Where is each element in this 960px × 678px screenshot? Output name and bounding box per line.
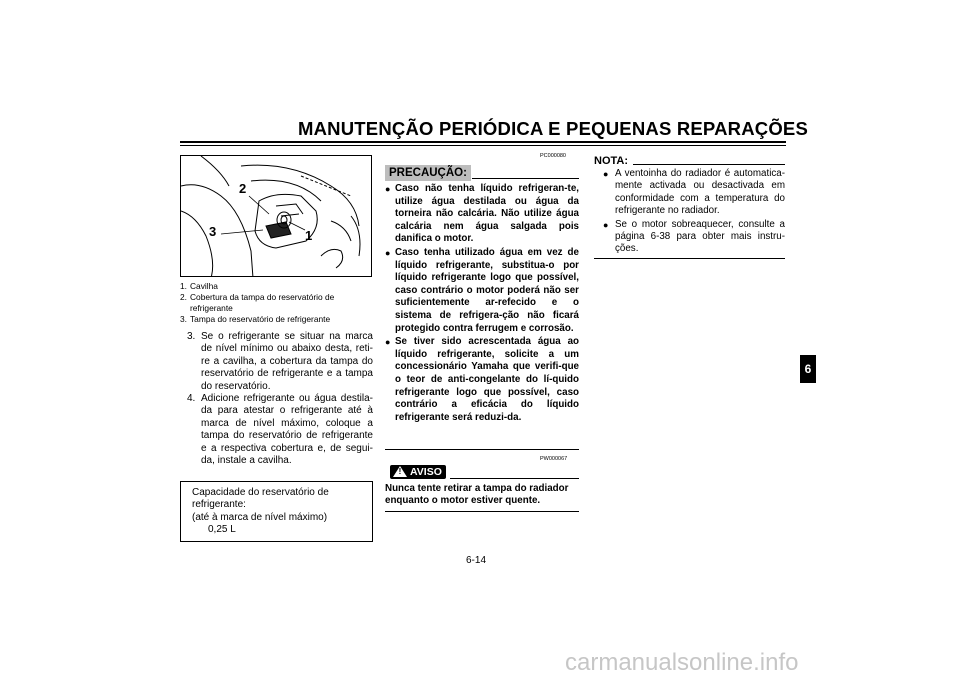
title-rule xyxy=(180,141,786,143)
caption-number: 3. xyxy=(180,314,187,324)
precaution-text: Caso tenha utilizado água em vez de líquido refrigerante, substitua-o por líquido refrigerante logo que possível, caso contrário o motor poderá não ser suficientemente ar-refecido e o sistema de refrigera-ção não ficará protegido contra ferrugem e corrosão. xyxy=(395,246,579,334)
chapter-tab: 6 xyxy=(800,355,816,383)
bullet-icon: ● xyxy=(603,169,609,179)
watermark: carmanualsonline.info xyxy=(565,649,799,676)
page-number: 6-14 xyxy=(466,555,487,566)
warning-text: Nunca tente retirar a tampa do radiador enquanto o motor estiver quente. xyxy=(385,483,569,507)
caption-number: 1. xyxy=(180,281,187,291)
callout-1: 1 xyxy=(305,228,313,243)
note-item xyxy=(603,219,785,256)
figure-captions xyxy=(180,281,372,325)
precaution-text: Caso não tenha líquido refrigeran-te, utilize água destilada ou água da torneira não calcária. Não utilize água calcária nem água salgada pois danifica o motor. xyxy=(395,183,579,245)
capacity-line: (até à marca de nível máximo) xyxy=(192,511,328,523)
caption-text: Tampa do reservatório de refrigerante xyxy=(190,314,331,324)
precaution-item xyxy=(385,247,579,335)
reservoir-drawing xyxy=(181,156,372,277)
warning-label: AVISO xyxy=(390,465,446,479)
title-rule-thin xyxy=(180,145,786,146)
note-item xyxy=(603,168,785,218)
step-text: Se o refrigerante se situar na marca de nível mínimo ou abaixo desta, reti-re a cavilha, a cobertura da tampa do reservatório de refrigerante e a tampa do reservatório. xyxy=(201,331,373,392)
step-number: 3. xyxy=(187,331,196,342)
capacity-value: 0,25 L xyxy=(208,524,236,536)
note-text: Se o motor sobreaquecer, consulte a página 6-38 para obter mais instru-ções. xyxy=(615,218,785,255)
capacity-box xyxy=(180,481,373,542)
coolant-reservoir-illustration xyxy=(180,155,372,277)
capacity-line: Capacidade do reservatório de xyxy=(192,487,329,498)
note-rule xyxy=(633,164,785,165)
note-text: A ventoinha do radiador é automatica-mente activada ou desactivada em conformidade com a temperatura do refrigerante no radiador. xyxy=(615,168,785,217)
precaution-item xyxy=(385,336,579,424)
note-label: NOTA: xyxy=(594,155,629,167)
step-number: 4. xyxy=(187,393,196,405)
exclamation-icon: ! xyxy=(398,467,402,476)
note-list xyxy=(603,168,785,257)
bullet-icon: ● xyxy=(385,247,391,258)
note-bottom-rule xyxy=(594,258,785,259)
capacity-line: refrigerante: xyxy=(192,499,246,511)
warning-code: PW000067 xyxy=(540,456,568,462)
callout-3: 3 xyxy=(209,224,217,239)
caption-item xyxy=(180,281,372,292)
caption-text: Cavilha xyxy=(190,281,218,291)
precaution-item xyxy=(385,183,579,246)
callout-2: 2 xyxy=(239,181,247,196)
precaution-bottom-rule xyxy=(385,449,579,450)
bullet-icon: ● xyxy=(603,219,609,230)
page-title: MANUTENÇÃO PERIÓDICA E PEQUENAS REPARAÇÕES xyxy=(298,118,809,139)
caption-item xyxy=(180,314,372,325)
precaution-rule xyxy=(472,178,579,179)
caption-item xyxy=(180,292,372,314)
step-item xyxy=(187,331,373,393)
caption-text: Cobertura da tampa do reservatório de refrigerante xyxy=(190,292,335,313)
warning-bottom-rule xyxy=(385,511,579,512)
caption-number: 2. xyxy=(180,292,187,302)
step-item xyxy=(187,393,373,467)
procedure-steps xyxy=(187,331,373,467)
precaution-text: Se tiver sido acrescentada água ao líquido refrigerante, solicite a um concessionário Yamaha que verifi-que o teor de anti-congelante do lí-quido refrigerante logo que possível, caso contrário a eficácia do líquido refrigerante será reduzi-da. xyxy=(395,336,579,423)
precaution-code: PC000080 xyxy=(540,153,566,159)
step-text: Adicione refrigerante ou água destila-da para atestar o refrigerante até à marca de nível máximo, coloque a tampa do reservatório de refrigerante e a respectiva cobertura e, de segui-da, instale a cavilha. xyxy=(201,393,373,467)
precaution-label: PRECAUÇÃO: xyxy=(385,165,471,181)
bullet-icon: ● xyxy=(385,184,391,194)
precaution-list xyxy=(385,183,579,425)
bullet-icon: ● xyxy=(385,337,391,348)
warning-rule xyxy=(450,478,579,479)
